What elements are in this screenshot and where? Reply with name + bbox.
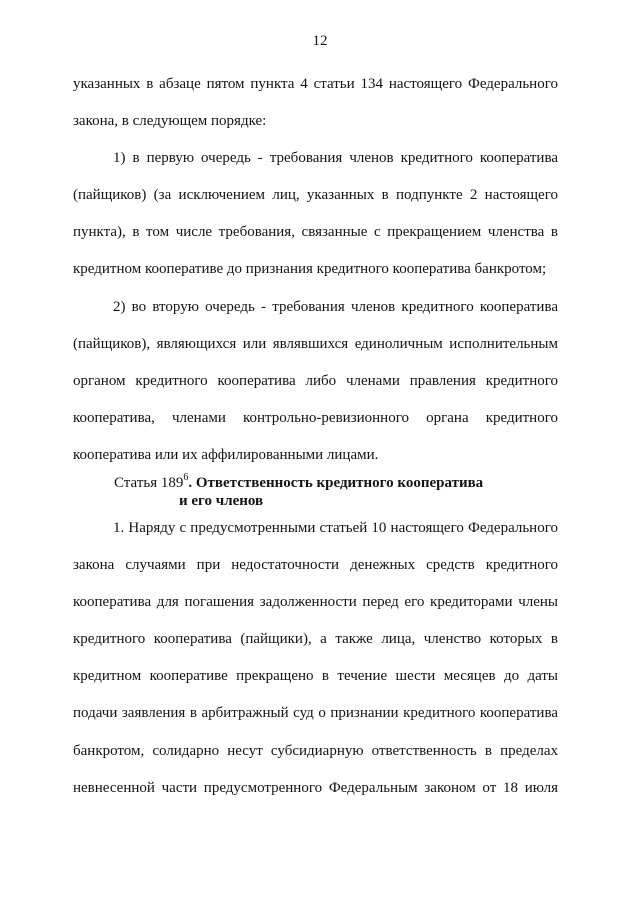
list-item-1-line: 1) в первую очередь - требования членов кредитного кооператива bbox=[113, 150, 558, 167]
article-189-6-text bbox=[73, 510, 558, 807]
paragraph-1-line: невнесенной части предусмотренного Федеральным законом от 18 июля bbox=[73, 779, 558, 796]
paragraph-1-line: 1. Наряду с предусмотренными статьей 10 настоящего Федерального bbox=[113, 520, 558, 536]
article-title-line1: . Ответственность кредитного кооператива bbox=[188, 475, 484, 491]
article-title-line2: и его членов bbox=[179, 493, 264, 509]
paragraph-1-line: закона случаями при недостаточности денежных средств кредитного bbox=[73, 557, 558, 574]
article-number-superscript: 6 bbox=[183, 472, 189, 483]
paragraph-1-line: подачи заявления в арбитражный суд о признании кредитного кооператива bbox=[73, 705, 558, 722]
article-number: Статья 189 bbox=[114, 475, 184, 491]
article-heading bbox=[114, 470, 544, 510]
list-item-2-line: кооператива или их аффилированными лицами. bbox=[73, 446, 379, 463]
text-line: указанных в абзаце пятом пункта 4 статьи 134 настоящего Федерального bbox=[73, 76, 558, 92]
article-text-continuation bbox=[73, 66, 558, 474]
list-item-1-line: (пайщиков) (за исключением лиц, указанных в подпункте 2 настоящего bbox=[73, 187, 558, 204]
text-line: закона, в следующем порядке: bbox=[73, 113, 267, 130]
list-item-1-line: кредитном кооперативе до признания кредитного кооператива банкротом; bbox=[73, 261, 547, 278]
list-item-1-line: пункта), в том числе требования, связанные с прекращением членства в bbox=[73, 224, 558, 241]
list-item-2-line: органом кредитного кооператива либо членами правления кредитного bbox=[73, 372, 558, 389]
paragraph-1-line: кредитном кооперативе прекращено в течение шести месяцев до даты bbox=[73, 668, 558, 685]
paragraph-1-line: кооператива для погашения задолженности перед его кредиторами члены bbox=[73, 594, 558, 611]
page-number: 12 bbox=[312, 33, 328, 49]
article-heading-row1 bbox=[114, 470, 544, 492]
paragraph-1-line: банкротом, солидарно несут субсидиарную ответственность в пределах bbox=[73, 742, 558, 759]
paragraph-1-line: кредитного кооператива (пайщики), а также лица, членство которых в bbox=[73, 631, 558, 648]
list-item-2-line: кооператива, членами контрольно-ревизионного органа кредитного bbox=[73, 409, 558, 426]
list-item-2-line: 2) во вторую очередь - требования членов кредитного кооператива bbox=[113, 298, 558, 315]
list-item-2-line: (пайщиков), являющихся или являвшихся единоличным исполнительным bbox=[73, 335, 558, 352]
